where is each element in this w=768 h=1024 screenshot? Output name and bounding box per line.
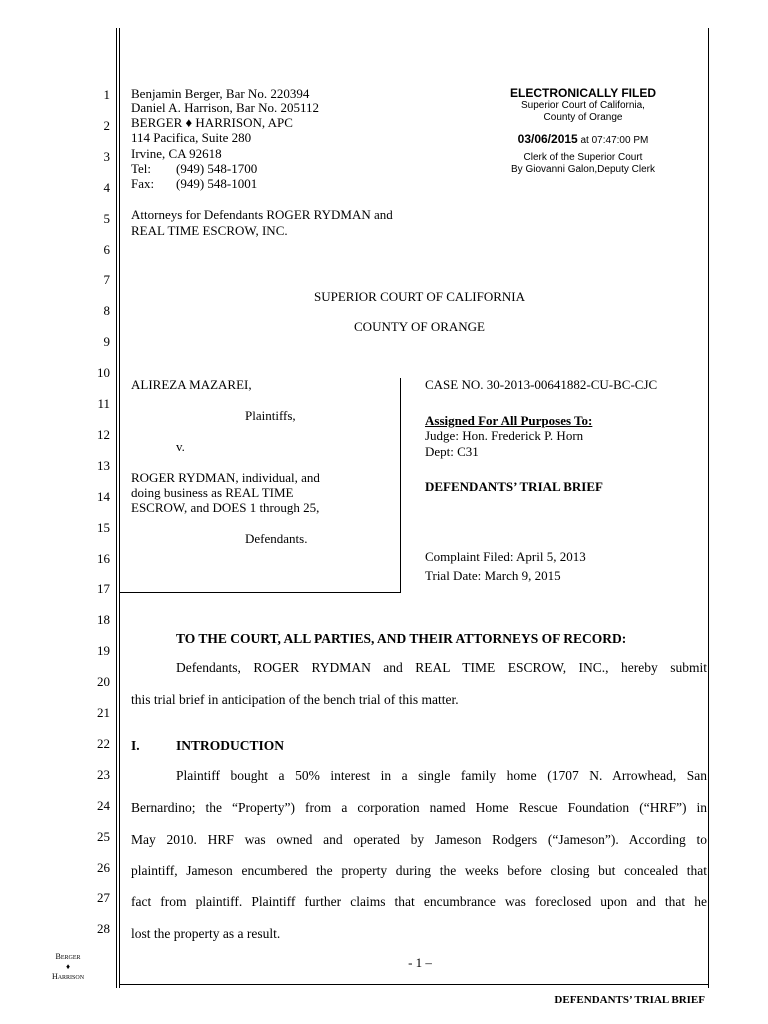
salutation: TO THE COURT, ALL PARTIES, AND THEIR ATTORNEYS OF RECORD: xyxy=(176,631,627,646)
line-number: 11 xyxy=(97,396,110,411)
line-number: 15 xyxy=(97,519,110,535)
line-number: 2 xyxy=(103,117,110,133)
footer-rule xyxy=(120,984,708,985)
line-number: 14 xyxy=(97,488,110,504)
attorneys-for-line: Attorneys for Defendants ROGER RYDMAN and xyxy=(131,207,393,222)
court-county: COUNTY OF ORANGE xyxy=(354,319,485,334)
caption-divider-vertical xyxy=(400,378,401,593)
line-number: 19 xyxy=(97,643,110,659)
line-number: 24 xyxy=(97,797,110,813)
fax-number: (949) 548-1001 xyxy=(176,176,258,191)
attorneys-for-line: REAL TIME ESCROW, INC. xyxy=(131,223,288,238)
line-number: 6 xyxy=(103,241,110,257)
case-number: CASE NO. 30-2013-00641882-CU-BC-CJC xyxy=(425,377,658,392)
section-number: I. xyxy=(131,738,140,753)
footer-title: DEFENDANTS’ TRIAL BRIEF xyxy=(554,994,705,1006)
line-number: 27 xyxy=(97,890,110,906)
line-number: 22 xyxy=(97,735,110,751)
line-number: 23 xyxy=(97,766,110,782)
firm-logo-line-2: Harrison xyxy=(51,972,85,981)
stamp-clerk: Clerk of the Superior Court xyxy=(523,152,643,163)
line-number: 9 xyxy=(103,334,110,350)
line-number: 3 xyxy=(103,148,110,164)
section-title: INTRODUCTION xyxy=(176,738,285,753)
court-name: SUPERIOR COURT OF CALIFORNIA xyxy=(314,289,525,304)
complaint-filed: Complaint Filed: April 5, 2013 xyxy=(425,549,586,564)
document-title: DEFENDANTS’ TRIAL BRIEF xyxy=(425,479,603,494)
body-line: fact from plaintiff. Plaintiff further claims that encumbrance was foreclosed upon and that he xyxy=(131,894,707,909)
caption-divider-horizontal xyxy=(120,592,401,593)
line-number: 7 xyxy=(103,272,110,288)
line-number: 17 xyxy=(97,581,110,597)
firm-logo xyxy=(38,952,98,982)
line-number: 18 xyxy=(97,612,110,628)
stamp-date: 03/06/2015 xyxy=(517,132,578,146)
line-number: 21 xyxy=(97,705,110,720)
line-number: 12 xyxy=(97,426,110,442)
assigned-heading: Assigned For All Purposes To: xyxy=(425,413,593,428)
line-number: 5 xyxy=(103,210,110,226)
defendant-line: ROGER RYDMAN, individual, and xyxy=(131,470,320,485)
defendant-line: doing business as REAL TIME xyxy=(131,485,294,500)
intro-paragraph-line: Defendants, ROGER RYDMAN and REAL TIME ESCROW, INC., hereby submit xyxy=(176,660,707,675)
attorney-line: Daniel A. Harrison, Bar No. 205112 xyxy=(131,100,319,115)
line-number: 13 xyxy=(97,457,110,473)
line-number: 25 xyxy=(97,828,110,844)
attorney-line: BERGER ♦ HARRISON, APC xyxy=(131,115,293,130)
dept: Dept: C31 xyxy=(425,444,479,459)
line-number: 10 xyxy=(97,365,110,381)
intro-paragraph-line: this trial brief in anticipation of the bench trial of this matter. xyxy=(131,692,459,707)
firm-logo-line-1: Berger xyxy=(55,952,81,961)
defendant-role: Defendants. xyxy=(245,531,308,546)
stamp-title: ELECTRONICALLY FILED xyxy=(509,86,656,100)
stamp-deputy: By Giovanni Galon,Deputy Clerk xyxy=(511,164,655,175)
stamp-time: at 07:47:00 PM xyxy=(580,135,649,146)
body-line: Bernardino; the “Property”) from a corporation named Home Rescue Foundation (“HRF”) in xyxy=(131,800,707,815)
versus: v. xyxy=(176,439,185,454)
attorney-line: Benjamin Berger, Bar No. 220394 xyxy=(131,86,310,101)
line-number: 1 xyxy=(103,87,110,102)
judge: Judge: Hon. Frederick P. Horn xyxy=(425,428,584,443)
margin-rule-left-2 xyxy=(119,28,120,988)
fax-label: Fax: xyxy=(131,176,155,191)
defendant-line: ESCROW, and DOES 1 through 25, xyxy=(131,500,320,515)
firm-logo-diamond: ♦ xyxy=(65,962,71,971)
body-line: plaintiff, Jameson encumbered the property during the weeks before closing but concealed that xyxy=(131,863,707,878)
line-number: 16 xyxy=(97,550,110,566)
tel-label: Tel: xyxy=(131,161,152,176)
stamp-county: County of Orange xyxy=(543,112,623,123)
stamp-datetime xyxy=(483,132,683,146)
page-number: - 1 – xyxy=(408,955,432,970)
margin-rule-left-1 xyxy=(116,28,117,988)
body-line: Plaintiff bought a 50% interest in a single family home (1707 N. Arrowhead, San xyxy=(176,768,707,783)
line-number: 8 xyxy=(103,303,110,319)
trial-date: Trial Date: March 9, 2015 xyxy=(425,568,561,583)
tel-number: (949) 548-1700 xyxy=(176,161,258,176)
attorney-line: 114 Pacifica, Suite 280 xyxy=(131,130,252,145)
line-number: 28 xyxy=(97,921,110,937)
stamp-court: Superior Court of California, xyxy=(521,100,645,111)
body-line: May 2010. HRF was owned and operated by Jameson Rodgers (“Jameson”). According to xyxy=(131,832,707,847)
attorney-line: Irvine, CA 92618 xyxy=(131,146,222,161)
plaintiff-role: Plaintiffs, xyxy=(245,408,296,423)
line-number: 4 xyxy=(103,179,110,195)
line-number: 20 xyxy=(97,674,110,690)
margin-rule-right xyxy=(708,28,709,988)
line-number: 26 xyxy=(97,859,110,875)
plaintiff-name: ALIREZA MAZAREI, xyxy=(131,377,252,392)
body-line: lost the property as a result. xyxy=(131,926,281,941)
